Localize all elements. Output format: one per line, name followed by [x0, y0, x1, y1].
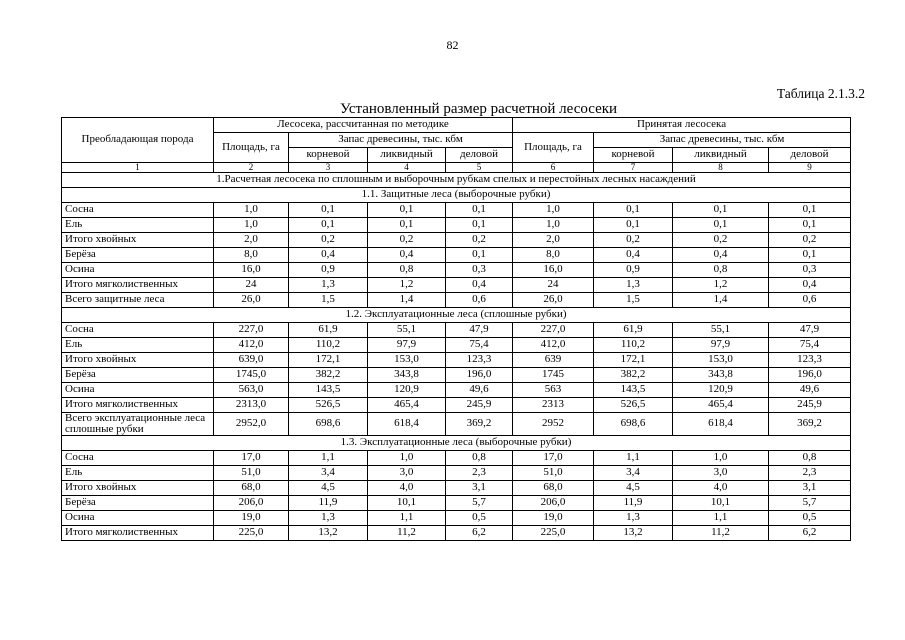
- value-cell: 110,2: [594, 338, 673, 353]
- value-cell: 153,0: [673, 353, 769, 368]
- value-cell: 343,8: [368, 368, 446, 383]
- value-cell: 68,0: [214, 481, 289, 496]
- value-cell: 1,2: [368, 278, 446, 293]
- value-cell: 3,0: [368, 466, 446, 481]
- value-cell: 1,5: [289, 293, 368, 308]
- value-cell: 17,0: [214, 451, 289, 466]
- value-cell: 563: [513, 383, 594, 398]
- column-number-row: [62, 163, 851, 173]
- value-cell: 51,0: [513, 466, 594, 481]
- value-cell: 0,5: [769, 511, 851, 526]
- table-row: [62, 511, 851, 526]
- value-cell: 16,0: [214, 263, 289, 278]
- table-row: [62, 451, 851, 466]
- value-cell: 10,1: [673, 496, 769, 511]
- table-row: [62, 413, 851, 436]
- value-cell: 0,9: [594, 263, 673, 278]
- species-cell: Итого хвойных: [62, 353, 214, 368]
- column-number: 6: [513, 163, 594, 173]
- value-cell: 0,2: [594, 233, 673, 248]
- column-number: 8: [673, 163, 769, 173]
- value-cell: 206,0: [214, 496, 289, 511]
- column-number: 1: [62, 163, 214, 173]
- value-cell: 245,9: [446, 398, 513, 413]
- value-cell: 0,3: [446, 263, 513, 278]
- value-cell: 49,6: [769, 383, 851, 398]
- value-cell: 47,9: [446, 323, 513, 338]
- section-main-title: 1.Расчетная лесосека по сплошным и выборочным рубкам спелых и перестойных лесных насаждений: [62, 173, 851, 188]
- value-cell: 369,2: [446, 413, 513, 436]
- value-cell: 143,5: [594, 383, 673, 398]
- section-row: [62, 173, 851, 188]
- value-cell: 0,2: [368, 233, 446, 248]
- table-row: [62, 338, 851, 353]
- value-cell: 526,5: [289, 398, 368, 413]
- value-cell: 0,2: [289, 233, 368, 248]
- table-row: [62, 248, 851, 263]
- table-row: [62, 293, 851, 308]
- value-cell: 10,1: [368, 496, 446, 511]
- value-cell: 1,1: [368, 511, 446, 526]
- value-cell: 1,0: [513, 203, 594, 218]
- header-stock-accepted: Запас древесины, тыс. кбм: [594, 133, 851, 148]
- header-stock-method: Запас древесины, тыс. кбм: [289, 133, 513, 148]
- value-cell: 143,5: [289, 383, 368, 398]
- value-cell: 24: [513, 278, 594, 293]
- value-cell: 3,1: [769, 481, 851, 496]
- value-cell: 1,0: [368, 451, 446, 466]
- value-cell: 0,4: [594, 248, 673, 263]
- value-cell: 1,0: [673, 451, 769, 466]
- species-cell: Итого мягколиственных: [62, 398, 214, 413]
- value-cell: 1,1: [594, 451, 673, 466]
- species-cell: Ель: [62, 218, 214, 233]
- value-cell: 1,1: [673, 511, 769, 526]
- value-cell: 2,3: [769, 466, 851, 481]
- value-cell: 120,9: [673, 383, 769, 398]
- value-cell: 11,2: [368, 526, 446, 541]
- value-cell: 0,1: [673, 203, 769, 218]
- value-cell: 0,1: [446, 248, 513, 263]
- value-cell: 11,9: [594, 496, 673, 511]
- value-cell: 4,0: [368, 481, 446, 496]
- value-cell: 227,0: [513, 323, 594, 338]
- value-cell: 225,0: [214, 526, 289, 541]
- column-number: 5: [446, 163, 513, 173]
- value-cell: 55,1: [368, 323, 446, 338]
- value-cell: 382,2: [594, 368, 673, 383]
- table-row: [62, 481, 851, 496]
- value-cell: 618,4: [673, 413, 769, 436]
- table-row: [62, 466, 851, 481]
- column-number: 4: [368, 163, 446, 173]
- species-cell: Ель: [62, 466, 214, 481]
- value-cell: 13,2: [594, 526, 673, 541]
- value-cell: 75,4: [769, 338, 851, 353]
- subsection-title: 1.1. Защитные леса (выборочные рубки): [62, 188, 851, 203]
- value-cell: 206,0: [513, 496, 594, 511]
- table-row: [62, 278, 851, 293]
- column-number: 2: [214, 163, 289, 173]
- header-root: корневой: [289, 148, 368, 163]
- value-cell: 0,2: [446, 233, 513, 248]
- value-cell: 19,0: [513, 511, 594, 526]
- value-cell: 1,5: [594, 293, 673, 308]
- value-cell: 0,4: [368, 248, 446, 263]
- value-cell: 0,3: [769, 263, 851, 278]
- species-cell: Осина: [62, 263, 214, 278]
- value-cell: 0,1: [769, 203, 851, 218]
- subsection-row: [62, 436, 851, 451]
- value-cell: 1745,0: [214, 368, 289, 383]
- value-cell: 0,2: [769, 233, 851, 248]
- value-cell: 225,0: [513, 526, 594, 541]
- value-cell: 0,6: [446, 293, 513, 308]
- value-cell: 17,0: [513, 451, 594, 466]
- value-cell: 6,2: [769, 526, 851, 541]
- value-cell: 0,1: [289, 218, 368, 233]
- value-cell: 698,6: [594, 413, 673, 436]
- value-cell: 47,9: [769, 323, 851, 338]
- table-row: [62, 218, 851, 233]
- header-business: деловой: [446, 148, 513, 163]
- value-cell: 123,3: [769, 353, 851, 368]
- value-cell: 196,0: [446, 368, 513, 383]
- value-cell: 75,4: [446, 338, 513, 353]
- table-row: [62, 526, 851, 541]
- species-cell: Итого мягколиственных: [62, 278, 214, 293]
- value-cell: 0,1: [594, 218, 673, 233]
- species-cell: Итого мягколиственных: [62, 526, 214, 541]
- value-cell: 26,0: [214, 293, 289, 308]
- value-cell: 1,4: [368, 293, 446, 308]
- species-cell: Берёза: [62, 368, 214, 383]
- value-cell: 1,1: [289, 451, 368, 466]
- table-row: [62, 323, 851, 338]
- header-area-accepted: Площадь, га: [513, 133, 594, 163]
- value-cell: 412,0: [214, 338, 289, 353]
- value-cell: 1,3: [594, 278, 673, 293]
- header-accepted-group: Принятая лесосека: [513, 118, 851, 133]
- value-cell: 563,0: [214, 383, 289, 398]
- value-cell: 172,1: [594, 353, 673, 368]
- value-cell: 0,8: [368, 263, 446, 278]
- value-cell: 369,2: [769, 413, 851, 436]
- value-cell: 4,5: [289, 481, 368, 496]
- value-cell: 465,4: [368, 398, 446, 413]
- value-cell: 2,0: [214, 233, 289, 248]
- value-cell: 5,7: [769, 496, 851, 511]
- header-business-accepted: деловой: [769, 148, 851, 163]
- value-cell: 0,5: [446, 511, 513, 526]
- value-cell: 0,4: [289, 248, 368, 263]
- value-cell: 0,4: [673, 248, 769, 263]
- value-cell: 61,9: [289, 323, 368, 338]
- value-cell: 51,0: [214, 466, 289, 481]
- value-cell: 639: [513, 353, 594, 368]
- value-cell: 13,2: [289, 526, 368, 541]
- table-row: [62, 368, 851, 383]
- column-number: 3: [289, 163, 368, 173]
- value-cell: 618,4: [368, 413, 446, 436]
- header-species: Преобладающая порода: [62, 118, 214, 163]
- value-cell: 16,0: [513, 263, 594, 278]
- value-cell: 8,0: [513, 248, 594, 263]
- species-cell: Итого хвойных: [62, 233, 214, 248]
- value-cell: 5,7: [446, 496, 513, 511]
- value-cell: 2952,0: [214, 413, 289, 436]
- species-cell: Осина: [62, 383, 214, 398]
- value-cell: 1,0: [513, 218, 594, 233]
- value-cell: 639,0: [214, 353, 289, 368]
- column-number: 7: [594, 163, 673, 173]
- value-cell: 24: [214, 278, 289, 293]
- value-cell: 0,4: [446, 278, 513, 293]
- header-method-group: Лесосека, рассчитанная по методике: [214, 118, 513, 133]
- subsection-title: 1.2. Эксплуатационные леса (сплошные рубки): [62, 308, 851, 323]
- subsection-row: [62, 308, 851, 323]
- value-cell: 3,0: [673, 466, 769, 481]
- species-cell: Сосна: [62, 323, 214, 338]
- header-liquid-accepted: ликвидный: [673, 148, 769, 163]
- allowable-cut-table: [61, 117, 851, 541]
- value-cell: 110,2: [289, 338, 368, 353]
- value-cell: 2313,0: [214, 398, 289, 413]
- table-body: [62, 163, 851, 541]
- value-cell: 382,2: [289, 368, 368, 383]
- page-number: 82: [446, 38, 459, 52]
- value-cell: 61,9: [594, 323, 673, 338]
- value-cell: 4,5: [594, 481, 673, 496]
- value-cell: 0,8: [673, 263, 769, 278]
- table-row: [62, 203, 851, 218]
- value-cell: 0,8: [769, 451, 851, 466]
- species-cell: Итого хвойных: [62, 481, 214, 496]
- table-row: [62, 263, 851, 278]
- species-cell: Сосна: [62, 203, 214, 218]
- value-cell: 0,1: [368, 203, 446, 218]
- table-row: [62, 233, 851, 248]
- value-cell: 0,6: [769, 293, 851, 308]
- column-number: 9: [769, 163, 851, 173]
- value-cell: 153,0: [368, 353, 446, 368]
- value-cell: 68,0: [513, 481, 594, 496]
- value-cell: 3,1: [446, 481, 513, 496]
- value-cell: 0,1: [673, 218, 769, 233]
- value-cell: 0,1: [446, 218, 513, 233]
- species-cell: Ель: [62, 338, 214, 353]
- value-cell: 0,1: [769, 218, 851, 233]
- value-cell: 8,0: [214, 248, 289, 263]
- value-cell: 11,9: [289, 496, 368, 511]
- value-cell: 227,0: [214, 323, 289, 338]
- table-row: [62, 496, 851, 511]
- value-cell: 1,3: [289, 511, 368, 526]
- species-cell: Сосна: [62, 451, 214, 466]
- table-title: Установленный размер расчетной лесосеки: [340, 101, 618, 117]
- value-cell: 0,9: [289, 263, 368, 278]
- value-cell: 120,9: [368, 383, 446, 398]
- value-cell: 0,2: [673, 233, 769, 248]
- header-liquid: ликвидный: [368, 148, 446, 163]
- table-number: Таблица 2.1.3.2: [776, 86, 865, 101]
- value-cell: 343,8: [673, 368, 769, 383]
- value-cell: 1,0: [214, 203, 289, 218]
- value-cell: 1,4: [673, 293, 769, 308]
- value-cell: 97,9: [673, 338, 769, 353]
- subsection-row: [62, 188, 851, 203]
- header-area-method: Площадь, га: [214, 133, 289, 163]
- value-cell: 3,4: [594, 466, 673, 481]
- value-cell: 1745: [513, 368, 594, 383]
- value-cell: 1,3: [289, 278, 368, 293]
- table-row: [62, 353, 851, 368]
- value-cell: 3,4: [289, 466, 368, 481]
- value-cell: 4,0: [673, 481, 769, 496]
- value-cell: 465,4: [673, 398, 769, 413]
- value-cell: 19,0: [214, 511, 289, 526]
- value-cell: 0,4: [769, 278, 851, 293]
- value-cell: 26,0: [513, 293, 594, 308]
- table-row: [62, 398, 851, 413]
- value-cell: 526,5: [594, 398, 673, 413]
- header-root-accepted: корневой: [594, 148, 673, 163]
- value-cell: 0,1: [446, 203, 513, 218]
- value-cell: 123,3: [446, 353, 513, 368]
- value-cell: 0,1: [594, 203, 673, 218]
- species-cell: Берёза: [62, 496, 214, 511]
- value-cell: 2952: [513, 413, 594, 436]
- value-cell: 196,0: [769, 368, 851, 383]
- value-cell: 49,6: [446, 383, 513, 398]
- value-cell: 245,9: [769, 398, 851, 413]
- value-cell: 0,8: [446, 451, 513, 466]
- value-cell: 0,1: [769, 248, 851, 263]
- species-cell: Берёза: [62, 248, 214, 263]
- value-cell: 1,2: [673, 278, 769, 293]
- species-cell: Всего защитные леса: [62, 293, 214, 308]
- table-row: [62, 383, 851, 398]
- value-cell: 97,9: [368, 338, 446, 353]
- subsection-title: 1.3. Эксплуатационные леса (выборочные рубки): [62, 436, 851, 451]
- value-cell: 698,6: [289, 413, 368, 436]
- value-cell: 172,1: [289, 353, 368, 368]
- value-cell: 2313: [513, 398, 594, 413]
- value-cell: 1,3: [594, 511, 673, 526]
- value-cell: 11,2: [673, 526, 769, 541]
- value-cell: 0,1: [368, 218, 446, 233]
- species-cell: Осина: [62, 511, 214, 526]
- value-cell: 55,1: [673, 323, 769, 338]
- value-cell: 2,0: [513, 233, 594, 248]
- value-cell: 0,1: [289, 203, 368, 218]
- value-cell: 412,0: [513, 338, 594, 353]
- value-cell: 1,0: [214, 218, 289, 233]
- species-cell: Всего эксплуатационные леса сплошные рубки: [62, 413, 214, 436]
- value-cell: 6,2: [446, 526, 513, 541]
- value-cell: 2,3: [446, 466, 513, 481]
